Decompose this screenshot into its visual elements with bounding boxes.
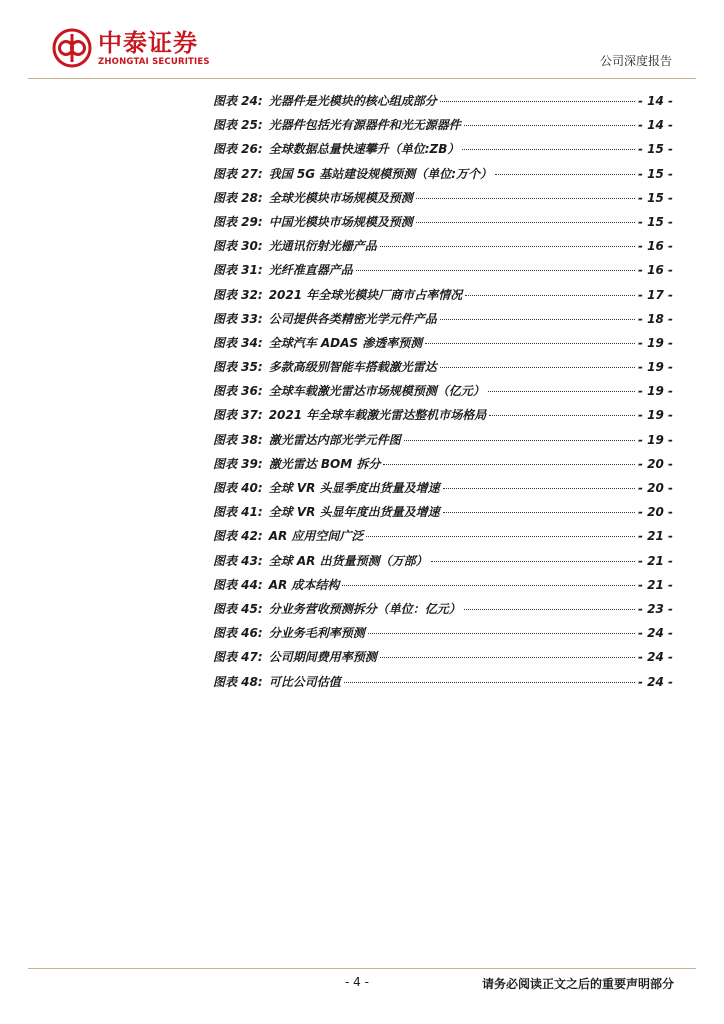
toc-dot-leader xyxy=(440,367,635,368)
toc-entry-label: 图表 38: xyxy=(213,432,263,447)
toc-entry-label: 图表 34: xyxy=(213,335,263,350)
toc-dot-leader xyxy=(431,561,635,562)
toc-entry-title: 多款高级别智能车搭载激光雷达 xyxy=(268,360,437,375)
toc-entry-page: - 23 - xyxy=(637,601,673,616)
toc-entry-label: 图表 43: xyxy=(213,553,263,568)
toc-entry-title: 全球 VR 头显年度出货量及增速 xyxy=(268,505,440,520)
toc-entry-title: 2021 年全球车载激光雷达整机市场格局 xyxy=(268,408,487,423)
toc-dot-leader xyxy=(443,512,635,513)
toc-entry[interactable] xyxy=(213,213,673,237)
page-number: - 4 - xyxy=(345,975,369,989)
toc-entry-title: 分业务毛利率预测 xyxy=(268,626,365,641)
toc-entry[interactable] xyxy=(213,406,673,430)
toc-entry-title: 2021 年全球光模块厂商市占率情况 xyxy=(268,287,463,302)
toc-entry-page: - 16 - xyxy=(637,239,673,254)
toc-dot-leader xyxy=(495,174,635,175)
toc-dot-leader xyxy=(440,319,635,320)
toc-entry[interactable] xyxy=(213,140,673,164)
header-divider xyxy=(28,78,696,79)
toc-entry-title: 光器件包括光有源器件和光无源器件 xyxy=(268,118,461,133)
toc-entry-page: - 19 - xyxy=(637,360,673,375)
toc-entry-page: - 24 - xyxy=(637,650,673,665)
toc-entry-page: - 14 - xyxy=(637,94,673,108)
toc-entry-title: 全球 AR 出货量预测（万部） xyxy=(268,553,428,568)
toc-entry[interactable] xyxy=(213,624,673,648)
toc-entry-page: - 19 - xyxy=(637,335,673,350)
toc-entry-label: 图表 33: xyxy=(213,311,263,326)
toc-entry-page: - 18 - xyxy=(637,311,673,326)
toc-entry[interactable] xyxy=(213,673,673,697)
toc-entry-label: 图表 40: xyxy=(213,481,263,495)
toc-entry[interactable] xyxy=(213,527,673,551)
toc-entry-label: 图表 45: xyxy=(213,601,263,616)
toc-entry-label: 图表 30: xyxy=(213,239,263,254)
toc-entry[interactable] xyxy=(213,648,673,672)
toc-dot-leader xyxy=(488,391,635,392)
toc-entry-label: 图表 37: xyxy=(213,408,263,423)
toc-entry-page: - 19 - xyxy=(637,384,673,399)
toc-entry-title: 激光雷达 BOM 拆分 xyxy=(268,456,381,471)
toc-entry[interactable] xyxy=(213,261,673,285)
toc-entry-page: - 19 - xyxy=(637,408,673,423)
toc-entry-title: 全球光模块市场规模及预测 xyxy=(268,190,413,205)
toc-dot-leader xyxy=(342,585,635,586)
toc-dot-leader xyxy=(416,198,635,199)
toc-entry-page: - 16 - xyxy=(637,263,673,278)
toc-entry[interactable] xyxy=(213,116,673,140)
toc-entry-title: 全球汽车 ADAS 渗透率预测 xyxy=(268,335,423,350)
toc-entry-title: 可比公司估值 xyxy=(268,674,341,689)
toc-entry-title: 激光雷达内部光学元件图 xyxy=(268,432,401,447)
toc-entry-page: - 15 - xyxy=(637,166,673,181)
toc-entry-page: - 21 - xyxy=(637,529,673,544)
toc-entry-page: - 24 - xyxy=(637,626,673,641)
toc-entry[interactable] xyxy=(213,237,673,261)
toc-entry-title: 我国 5G 基站建设规模预测（单位:万个） xyxy=(268,166,493,181)
toc-entry[interactable] xyxy=(213,600,673,624)
toc-dot-leader xyxy=(356,270,635,271)
toc-dot-leader xyxy=(380,246,635,247)
footer-disclaimer: 请务必阅读正文之后的重要声明部分 xyxy=(481,977,674,991)
toc-dot-leader xyxy=(368,633,635,634)
toc-entry[interactable] xyxy=(213,479,673,503)
toc-dot-leader xyxy=(416,222,635,223)
toc-entry-title: 全球车载激光雷达市场规模预测（亿元） xyxy=(268,384,485,399)
toc-entry-label: 图表 36: xyxy=(213,384,263,399)
toc-entry[interactable] xyxy=(213,431,673,455)
toc-entry-label: 图表 42: xyxy=(213,529,263,544)
toc-entry-label: 图表 44: xyxy=(213,577,263,592)
toc-entry-page: - 24 - xyxy=(637,674,673,689)
toc-entry-page: - 15 - xyxy=(637,142,673,157)
figure-table-of-contents xyxy=(213,92,673,697)
toc-entry-label: 图表 31: xyxy=(213,263,263,278)
toc-entry[interactable] xyxy=(213,552,673,576)
toc-entry[interactable] xyxy=(213,358,673,382)
brand-block xyxy=(98,30,210,68)
toc-dot-leader xyxy=(344,682,635,683)
toc-entry-label: 图表 35: xyxy=(213,360,263,375)
toc-entry-label: 图表 25: xyxy=(213,118,263,133)
toc-entry[interactable] xyxy=(213,286,673,310)
toc-dot-leader xyxy=(489,415,635,416)
toc-entry[interactable] xyxy=(213,382,673,406)
toc-entry-label: 图表 28: xyxy=(213,190,263,205)
toc-entry[interactable] xyxy=(213,455,673,479)
toc-entry-title: AR 应用空间广泛 xyxy=(268,529,364,544)
toc-entry-title: 全球数据总量快速攀升（单位:ZB） xyxy=(268,142,460,157)
page-header xyxy=(0,0,724,80)
toc-entry-label: 图表 32: xyxy=(213,287,263,302)
toc-dot-leader xyxy=(465,295,635,296)
toc-entry[interactable] xyxy=(213,503,673,527)
zhongtai-logo-icon xyxy=(52,28,92,68)
toc-entry-page: - 14 - xyxy=(637,118,673,133)
toc-dot-leader xyxy=(440,101,635,102)
toc-entry[interactable] xyxy=(213,92,673,116)
toc-entry-title: 中国光模块市场规模及预测 xyxy=(268,214,413,229)
toc-entry[interactable] xyxy=(213,165,673,189)
toc-entry[interactable] xyxy=(213,310,673,334)
brand-name-en: ZHONGTAI SECURITIES xyxy=(98,57,210,67)
toc-dot-leader xyxy=(366,536,635,537)
toc-dot-leader xyxy=(443,488,635,489)
toc-entry-page: - 20 - xyxy=(637,481,673,495)
toc-entry-page: - 21 - xyxy=(637,577,673,592)
footer-divider xyxy=(28,968,696,969)
toc-entry-title: 全球 VR 头显季度出货量及增速 xyxy=(268,481,440,495)
toc-dot-leader xyxy=(464,609,635,610)
toc-dot-leader xyxy=(464,125,635,126)
toc-entry-label: 图表 41: xyxy=(213,505,263,520)
toc-dot-leader xyxy=(425,343,635,344)
toc-entry[interactable] xyxy=(213,189,673,213)
toc-entry-page: - 15 - xyxy=(637,190,673,205)
report-type: 公司深度报告 xyxy=(599,54,672,68)
toc-dot-leader xyxy=(380,657,635,658)
toc-entry-label: 图表 26: xyxy=(213,142,263,157)
toc-entry-page: - 20 - xyxy=(637,456,673,471)
toc-entry-page: - 17 - xyxy=(637,287,673,302)
toc-entry-label: 图表 48: xyxy=(213,674,263,689)
toc-entry-page: - 19 - xyxy=(637,432,673,447)
toc-dot-leader xyxy=(462,149,635,150)
toc-dot-leader xyxy=(383,464,635,465)
toc-entry-label: 图表 29: xyxy=(213,214,263,229)
toc-entry-page: - 15 - xyxy=(637,214,673,229)
toc-entry-label: 图表 46: xyxy=(213,626,263,641)
toc-entry-label: 图表 24: xyxy=(213,94,263,108)
toc-entry[interactable] xyxy=(213,334,673,358)
brand-name-cn: 中泰证券 xyxy=(98,29,198,57)
toc-entry-label: 图表 39: xyxy=(213,456,263,471)
toc-entry-title: 分业务营收预测拆分（单位：亿元） xyxy=(268,601,461,616)
toc-entry-title: 公司期间费用率预测 xyxy=(268,650,377,665)
toc-entry-title: 光通讯衍射光栅产品 xyxy=(268,239,377,254)
toc-entry-page: - 20 - xyxy=(637,505,673,520)
toc-entry-label: 图表 27: xyxy=(213,166,263,181)
toc-entry-title: 公司提供各类精密光学元件产品 xyxy=(268,311,437,326)
toc-entry-title: 光纤准直器产品 xyxy=(268,263,353,278)
toc-entry-title: 光器件是光模块的核心组成部分 xyxy=(268,94,437,108)
toc-entry-title: AR 成本结构 xyxy=(268,577,340,592)
toc-entry-label: 图表 47: xyxy=(213,650,263,665)
toc-dot-leader xyxy=(404,440,635,441)
toc-entry[interactable] xyxy=(213,576,673,600)
toc-entry-page: - 21 - xyxy=(637,553,673,568)
